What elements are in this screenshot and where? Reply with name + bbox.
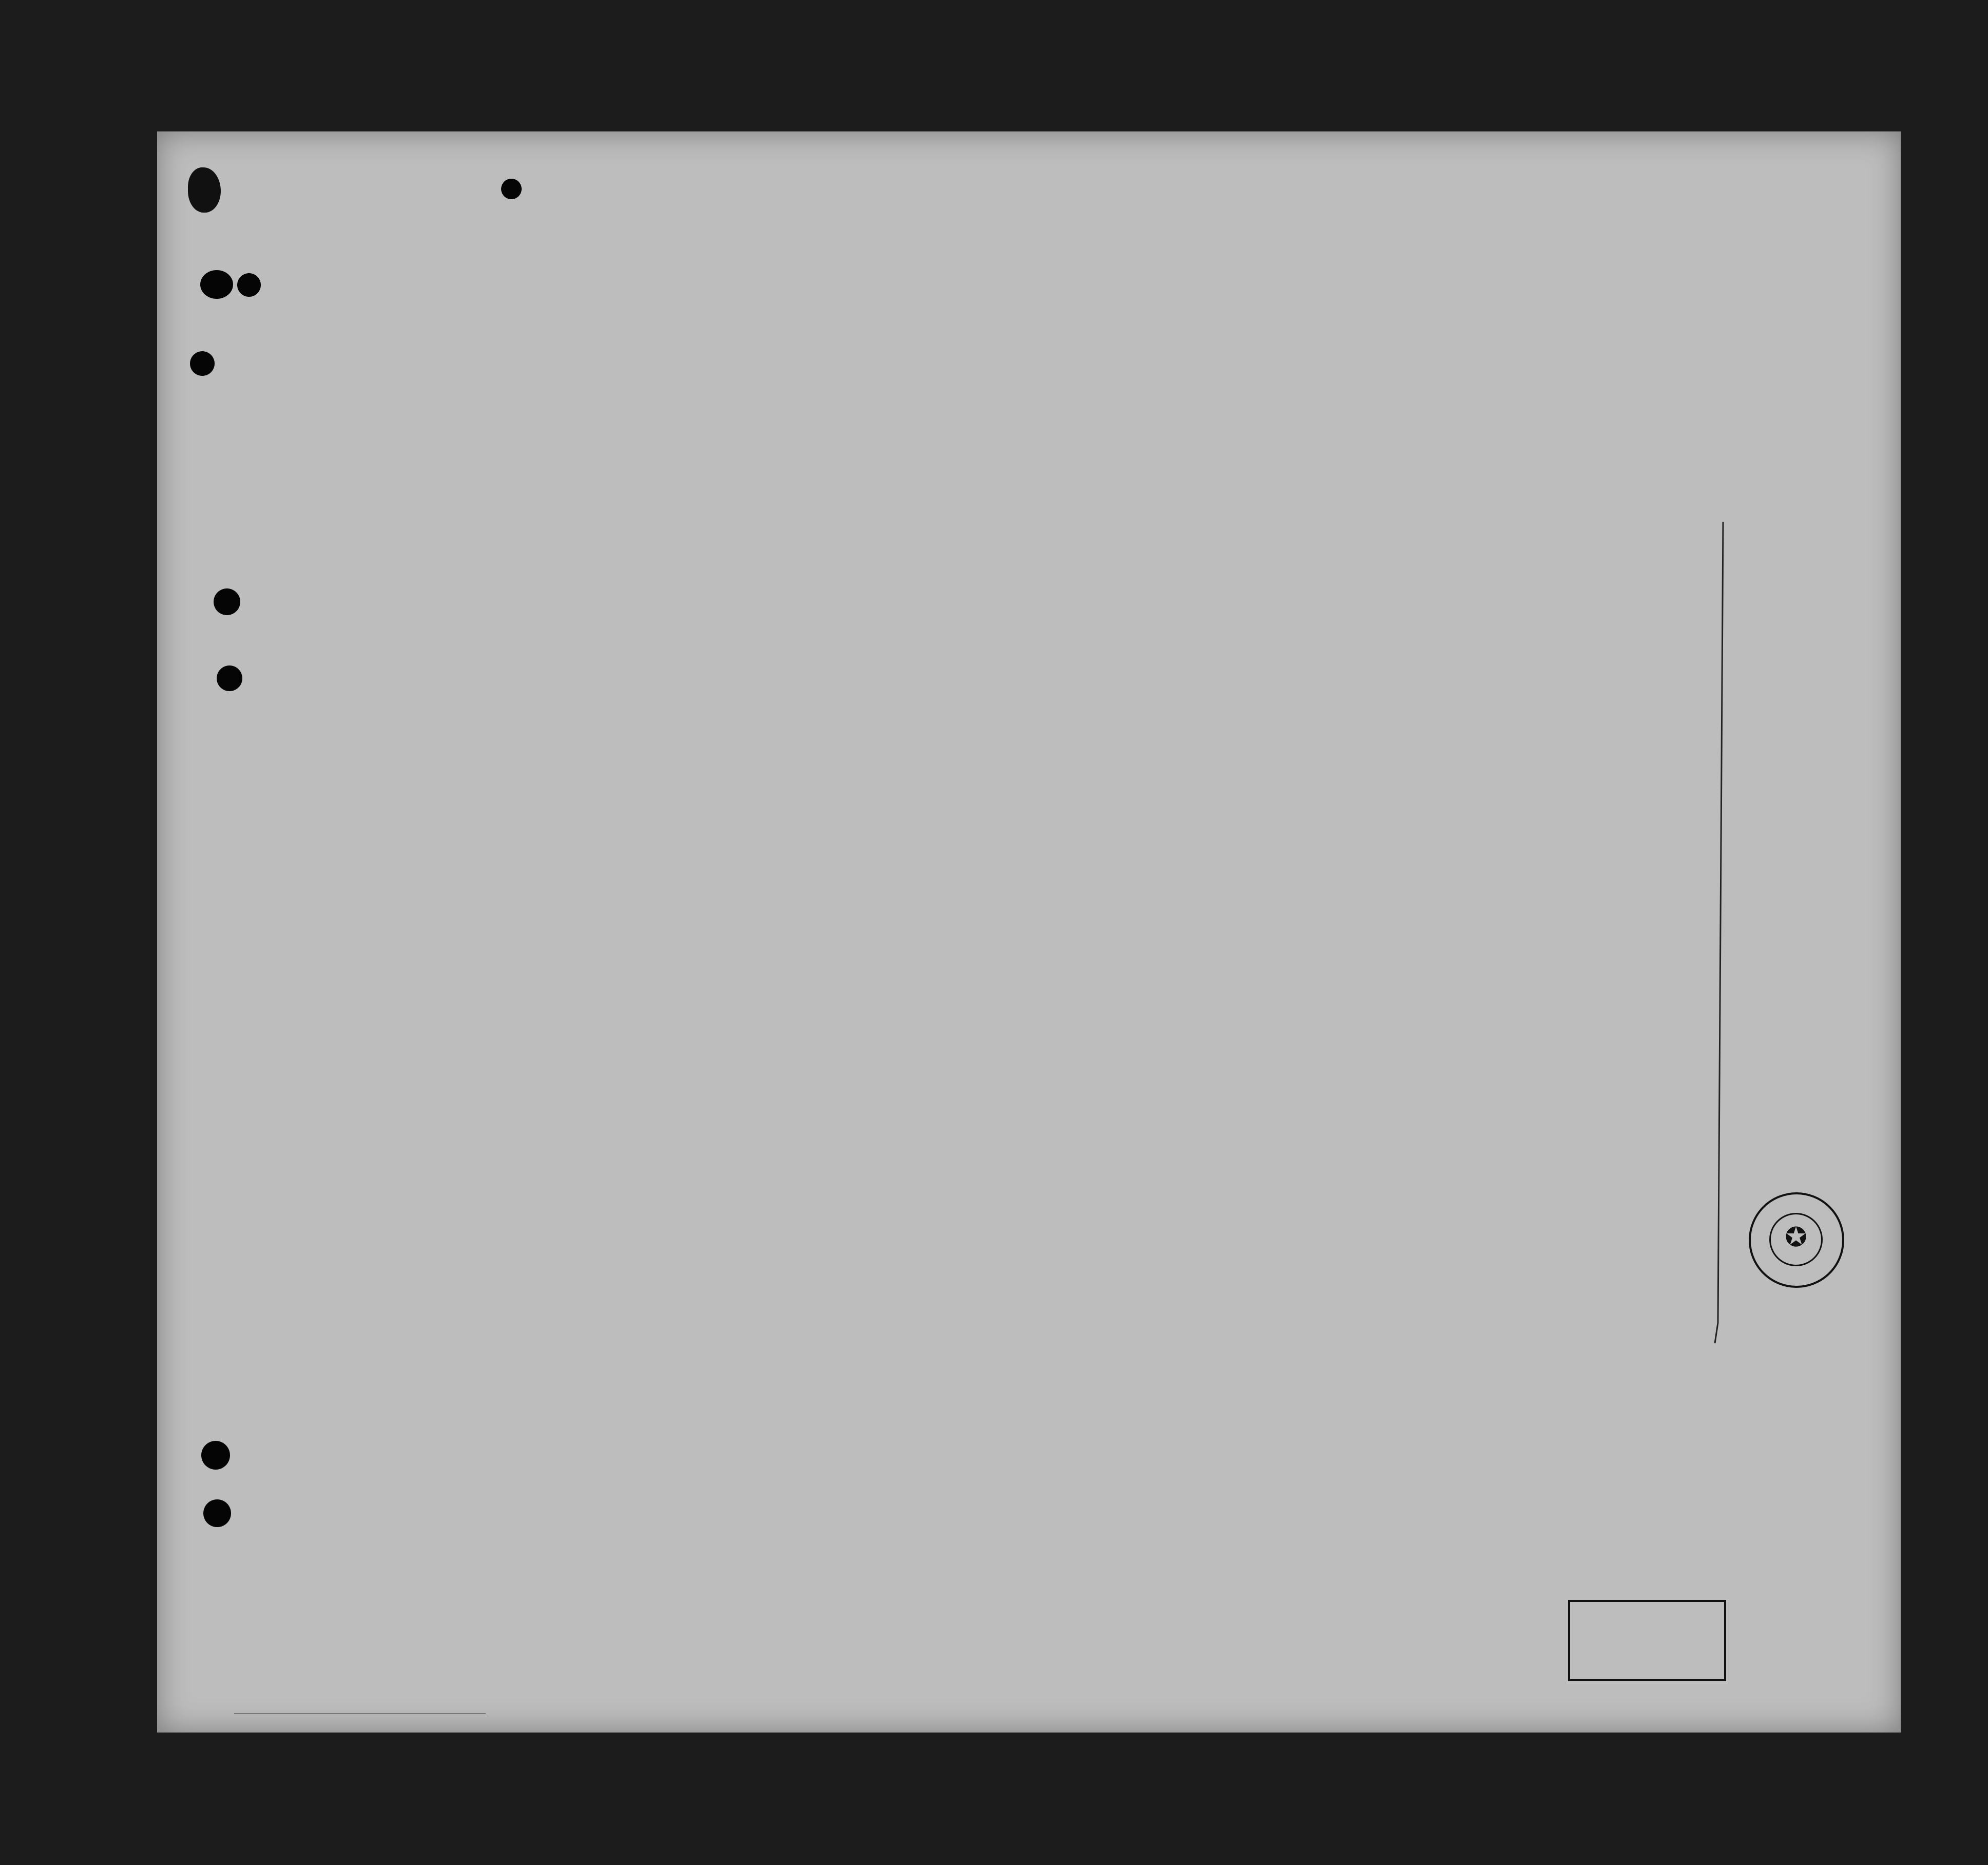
remarks-bracket-line — [157, 131, 1901, 1733]
consulate-seal — [1749, 1192, 1844, 1288]
punch-hole — [203, 1499, 231, 1527]
punch-hole — [214, 588, 240, 615]
manifest-sheet — [157, 131, 1901, 1733]
punch-hole — [190, 351, 215, 376]
punch-hole — [217, 665, 242, 691]
eagle-icon: ✪ — [1785, 1223, 1807, 1252]
consulate-seal-ring-text — [1751, 1194, 1842, 1286]
mmo-stamp — [1568, 1600, 1726, 1681]
line-rule — [234, 1713, 486, 1714]
punch-hole — [201, 1441, 230, 1470]
